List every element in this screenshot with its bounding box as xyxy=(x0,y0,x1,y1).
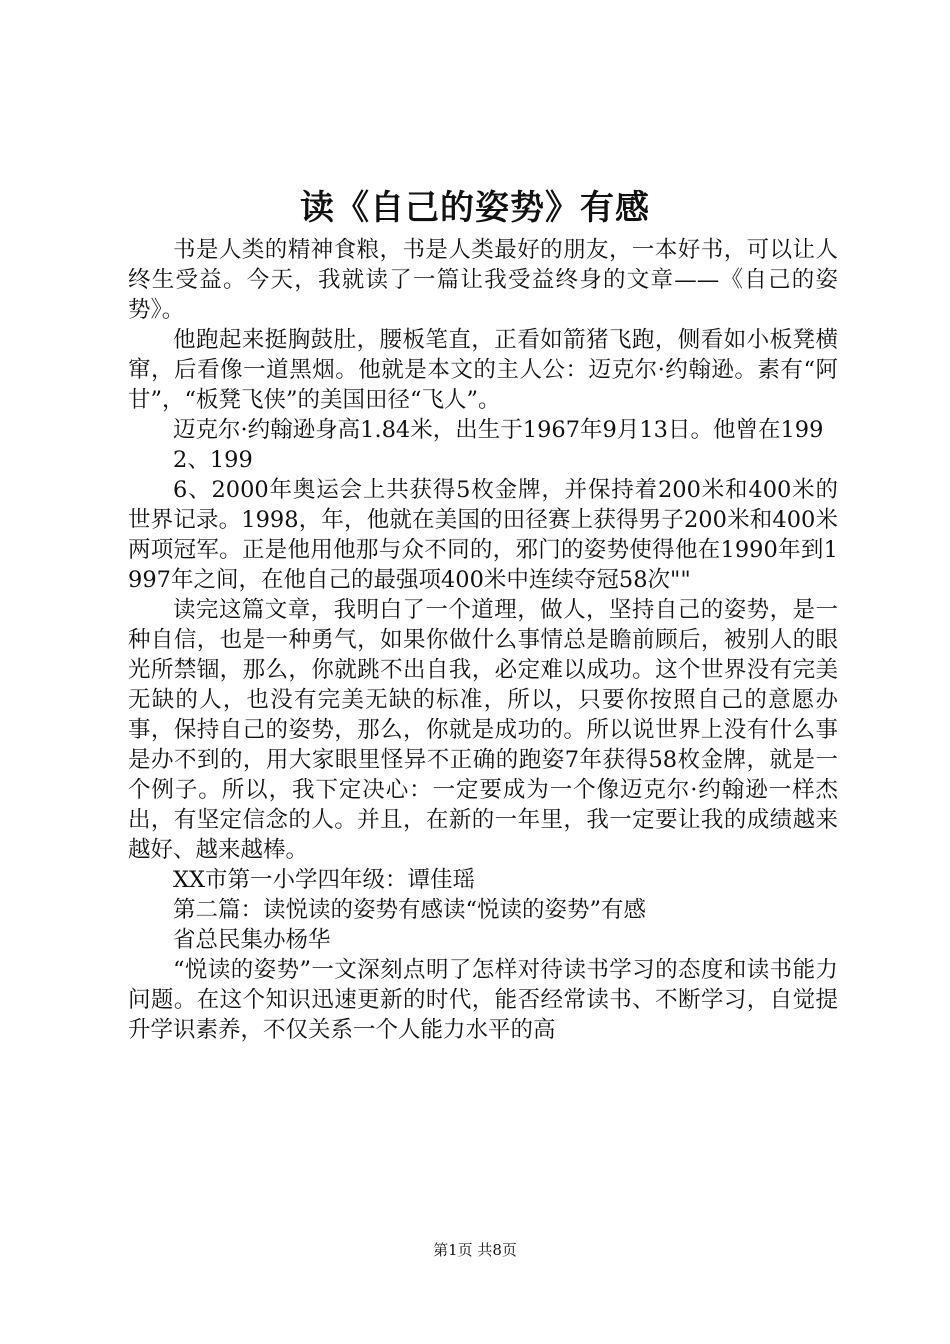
paragraph-3: 迈克尔·约翰逊身高1.84米，出生于1967年9月13日。他曾在199 xyxy=(173,417,824,443)
second-article-heading: 第二篇：读悦读的姿势有感读“悦读的姿势”有感 xyxy=(173,897,647,923)
second-article-author: 省总民集办杨华 xyxy=(173,927,331,953)
paragraph-4: 2、199 xyxy=(173,447,253,473)
paragraph-6: 读完这篇文章，我明白了一个道理，做人，坚持自己的姿势，是一种自信，也是一种勇气，如果你做什么事情总是瞻前顾后，被别人的眼光所禁锢，那么，你就跳不出自我，必定难以成功。这个世界没有完美无缺的人，也没有完美无缺的标准，所以，只要你按照自己的意愿办事，保持自己的姿势，那么，你就是成功的。所以说世界上没有什么事是办不到的，用大家眼里怪异不正确的跑姿7年获得58枚金牌，就是一个例子。所以，我下定决心：一定要成为一个像迈克尔·约翰逊一样杰出，有坚定信念的人。并且，在新的一年里，我一定要让我的成绩越来越好、越来越棒。 xyxy=(128,597,838,863)
author-line: XX市第一小学四年级：谭佳瑶 xyxy=(173,867,476,893)
paragraph-1: 书是人类的精神食粮，书是人类最好的朋友，一本好书，可以让人终生受益。今天，我就读了一篇让我受益终身的文章——《自己的姿势》。 xyxy=(128,237,838,323)
paragraph-2: 他跑起来挺胸鼓肚，腰板笔直，正看如箭猪飞跑，侧看如小板凳横窜，后看像一道黑烟。他就是本文的主人公：迈克尔·约翰逊。素有“阿甘”，“板凳飞侠”的美国田径“飞人”。 xyxy=(128,327,838,413)
paragraph-10: “悦读的姿势”一文深刻点明了怎样对待读书学习的态度和读书能力问题。在这个知识迅速更新的时代，能否经常读书、不断学习，自觉提升学识素养，不仅关系一个人能力水平的高 xyxy=(128,957,838,1043)
document-title: 读《自己的姿势》有感 xyxy=(300,188,650,228)
paragraph-5: 6、2000年奥运会上共获得5枚金牌，并保持着200米和400米的世界记录。1998，年，他就在美国的田径赛上获得男子200米和400米两项冠军。正是他用他那与众不同的，邪门的姿势使得他在1990年到1997年之间，在他自己的最强项400米中连续夺冠58次"" xyxy=(128,477,838,593)
page-indicator: 第1页 共8页 xyxy=(433,1241,517,1259)
document-body xyxy=(128,235,838,1045)
